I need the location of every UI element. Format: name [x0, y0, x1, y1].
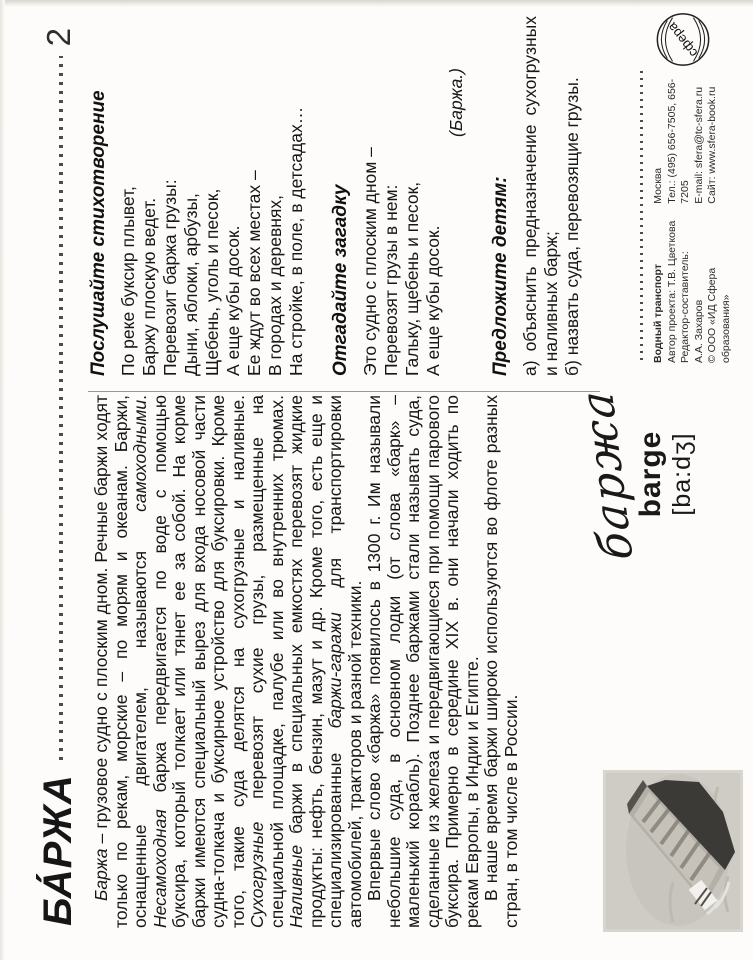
main-text: [92, 395, 521, 928]
contact-line: Сайт: www.sfera-book.ru: [706, 86, 718, 204]
publisher-contacts: [652, 78, 720, 204]
series-title: Водный транспорт: [652, 264, 664, 363]
contact-line: Москва: [652, 167, 664, 204]
poem-line: На стройке, в поле, в детсадах…: [286, 106, 306, 376]
publisher-dotted-divider: [640, 70, 643, 360]
ipa-transcription: [ba:dʒ]: [668, 432, 696, 516]
contact-lines: [652, 78, 720, 204]
riddle-line: А еще кубы досок.: [423, 225, 443, 376]
poem-line: В городах и деревнях,: [265, 195, 285, 376]
contact-line: Тел.: (495) 656-7505, 656-7205: [665, 78, 691, 204]
paragraph: В наше время баржи широко используются во флоте разных стран, в том числе в России.: [481, 395, 521, 928]
credit-line: Автор проекта: Т.В. Цветкова: [665, 220, 678, 363]
riddle-heading: Отгадайте загадку: [330, 184, 351, 376]
scan-edge-top: [0, 0, 753, 7]
poem-line: Щебень, уголь и песок,: [202, 188, 222, 376]
poem-lines: [118, 16, 307, 376]
contact-line: E-mail: sfera@tc-sfera.ru: [692, 86, 705, 204]
credit-lines: [666, 214, 734, 363]
barge-photo: [603, 770, 743, 932]
task-item: б) назвать суда, перевозящие грузы.: [562, 77, 582, 376]
credit-line: © ООО «ИД Сфера образования»: [706, 267, 732, 363]
tasks-section: [490, 16, 583, 376]
poem-line: По реке буксир плывет,: [118, 186, 138, 376]
publisher-credits: [652, 214, 733, 363]
task-items: [520, 16, 583, 376]
riddle-line: Гальку, щебень и песок,: [402, 181, 422, 376]
poem-line: А еще кубы досок.: [223, 225, 243, 376]
task-item: а) объяснить предназначение сухогрузных и наливных барж;: [520, 16, 561, 376]
transcription-block: [569, 376, 697, 572]
paragraph: Впервые слово «баржа» появилось в 1300 г. Им называли небольшие суда, в основном лодки (от слова «барк» – маленький корабль). Позднее баржами стали называть суда, сделанные из железа и передвигающиеся при помощи парового буксира. Примерно в середине XIX в. они начали ходить по рекам Европы, в Индии и Египте.: [364, 395, 482, 928]
poem-section: [88, 16, 307, 376]
riddle-lines: [360, 16, 444, 376]
poem-line: Баржу плоскую ведет.: [139, 197, 159, 376]
publisher-block: [652, 11, 733, 363]
poem-line: Дыни, яблоки, арбузы,: [181, 193, 201, 376]
scan-edge-left: [0, 0, 5, 960]
page-number: 2: [40, 28, 77, 47]
riddle-section: [330, 16, 467, 376]
riddle-answer: (Баржа.): [446, 68, 466, 137]
column-divider-line: [88, 391, 600, 392]
riddle-line: Перевозят грузы в нем:: [381, 184, 401, 376]
page-title: БА́РЖА: [35, 774, 80, 926]
credit-line: А.А. Захаров: [692, 299, 705, 363]
sfera-logo-icon: [654, 11, 712, 68]
svg-text:сфера: сфера: [664, 19, 701, 61]
poem-line: Ее ждут во всех местах –: [244, 170, 264, 376]
tasks-heading: Предложите детям:: [490, 176, 511, 376]
side-column: [88, 16, 606, 376]
poem-heading: Послушайте стихотворение: [88, 90, 109, 376]
paragraph: Баржа – грузовое судно с плоским дном. Речные баржи ходят только по рекам, морские – по морям и океанам. Баржи, оснащенные двигателем, называются самоходными. Несамоходная баржа передвигается по воде с помощью буксира, который толкает или тянет ее за собой. На корме баржи имеются специальный вырез для входа носовой части судна-толкача и буксирное устройство для буксировки. Кроме того, такие суда делятся на сухогрузные и наливные. Сухогрузные перевозят сухие грузы, размещенные на специальной площадке, палубе или во внутренних трюмах. Наливные баржи в специальных емкостях перевозят жидкие продукты: нефть, бензин, мазут и др. Кроме того, есть еще и специализированные баржи-гаражи для транспортировки автомобилей, тракторов и разной техники.: [91, 395, 365, 928]
card-header: [26, 28, 90, 926]
credit-line: Редактор-составитель:: [679, 251, 691, 363]
english-word: barge: [634, 430, 667, 518]
poem-line: Перевозит баржа грузы:: [160, 179, 180, 376]
ru-script-word: баржа: [569, 388, 644, 560]
dotted-leader: [59, 56, 63, 760]
riddle-line: Это судно с плоским дном –: [360, 147, 380, 376]
